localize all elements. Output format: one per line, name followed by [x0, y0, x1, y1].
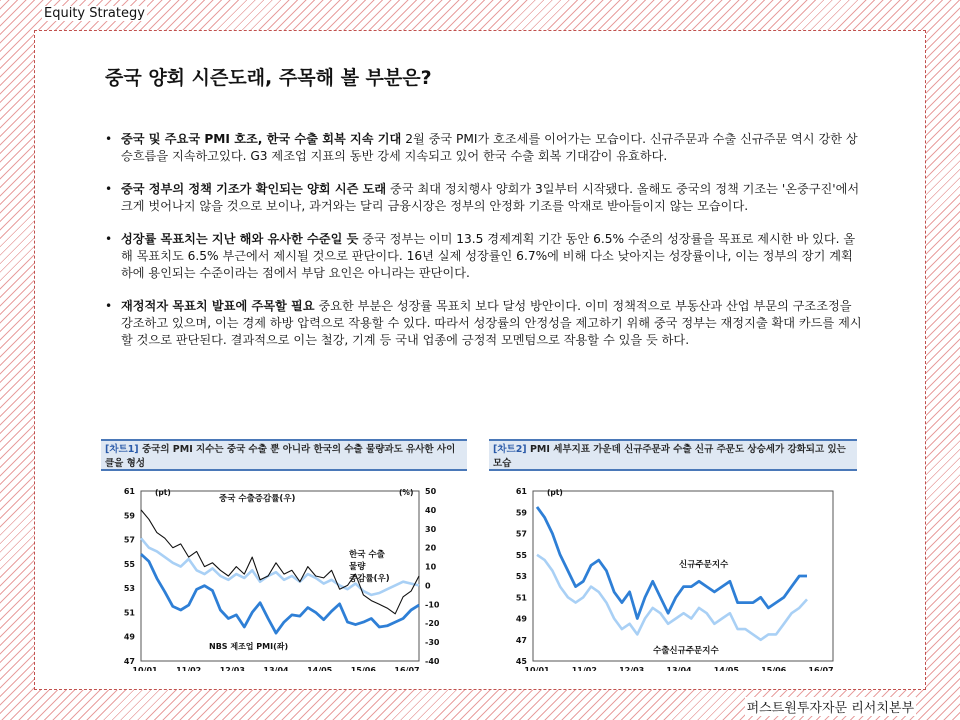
y2-tick-label: 20 [425, 543, 437, 553]
bullet-item: • 재정적자 목표치 발표에 주목할 필요 중요한 부분은 성장률 목표치 보다 달성 방안이다. 이미 정책적으로 부동산과 산업 부문의 구조조정을 강조하고 있으며, 이는 경제 하방 압력으로 작용할 수 있다. 따라서 성장률의 안정성을 제고하기 위해 중국 정부는 재정지출 확대 카드를 제시할 것으로 판단된다. 결과적으로 이는 철강, 기계 등 국내 업종에 긍정적 모멘텀으로 작용할 수 있을 듯 하다. [105, 299, 862, 347]
y-tick-label: 51 [515, 593, 527, 603]
y2-tick-label: 0 [425, 581, 431, 591]
y-unit-label: (pt) [547, 488, 563, 497]
y-tick-label: 45 [515, 657, 527, 666]
y2-tick-label: 50 [425, 487, 437, 496]
y2-tick-label: -30 [425, 638, 440, 648]
y-tick-label: 47 [123, 657, 135, 666]
x-tick-label: 16/07 [808, 666, 834, 671]
y-tick-label: 57 [123, 535, 135, 545]
y2-tick-label: -10 [425, 600, 440, 610]
y-unit-label: (pt) [155, 488, 171, 497]
bullet-text: 중국 최대 정치행사 양회가 3일부터 시작됐다. 올해도 중국의 정책 기조는 '온중구진'에서 크게 벗어나지 않을 것으로 보이나, 과거와는 달리 금융시장은 정부의 안정화 기조를 악재로 받아들이지 않는 모습이다. [121, 182, 860, 213]
plot-frame [533, 491, 833, 661]
page-title: 중국 양회 시즌도래, 주목해 볼 부분은? [105, 67, 432, 89]
x-tick-label: 11/02 [176, 666, 202, 671]
x-tick-label: 13/04 [263, 666, 289, 671]
bullet-item: • 중국 및 주요국 PMI 호조, 한국 수출 회복 지속 기대 2월 중국 PMI가 호조세를 이어가는 모습이다. 신규주문과 수출 신규주문 역시 강한 상승흐름을 지속하고있다. G3 제조업 지표의 동반 강세 지속되고 있어 한국 수출 회복 기대감이 유효하다. [105, 132, 858, 163]
x-tick-label: 14/05 [713, 666, 739, 671]
x-tick-label: 12/03 [219, 666, 245, 671]
footer-label: 퍼스트원투자자문 리서치본부 [745, 697, 916, 716]
chart-2-caption: [차트2] PMI 세부지표 가운데 신규주문과 수출 신규 주문도 상승세가 강화되고 있는 모습 [489, 439, 857, 471]
bullet-heading: 중국 및 주요국 PMI 호조, 한국 수출 회복 지속 기대 [121, 132, 402, 146]
annotation-label: 중국 수출증감률(우) [219, 494, 296, 504]
bullet-item: • 중국 정부의 정책 기조가 확인되는 양회 시즌 도래 중국 최대 정치행사 양회가 3일부터 시작됐다. 올해도 중국의 정책 기조는 '온중구진'에서 크게 벗어나지 않을 것으로 보이나, 과거와는 달리 금융시장은 정부의 안정화 기조를 악재로 받아들이지 않는 모습이다. [105, 182, 860, 213]
x-tick-label: 13/04 [666, 666, 692, 671]
y-tick-label: 59 [123, 511, 135, 521]
y2-tick-label: -20 [425, 619, 440, 629]
chart-2 [489, 439, 857, 675]
bullet-text: 중국 정부는 이미 13.5 경제계획 기간 동안 6.5% 수준의 성장률을 목표로 제시한 바 있다. 올해 목표치도 6.5% 부근에서 제시될 것으로 판단이다. 16년 실제 성장률인 6.7%에 비해 다소 낮아지는 성장률이나, 이는 정부의 장기 계획 하에 용인되는 수준이라는 점에서 부담 요인은 아니라는 판단이다. [121, 232, 856, 280]
bullet-heading: 중국 정부의 정책 기조가 확인되는 양회 시즌 도래 [121, 182, 387, 196]
series-line-china-export [141, 510, 419, 614]
y-tick-label: 55 [515, 550, 527, 560]
x-tick-label: 16/07 [394, 666, 420, 671]
y2-tick-label: -40 [425, 657, 440, 666]
annotation-label: 수출신규주문지수 [653, 646, 719, 656]
y2-tick-label: 30 [425, 524, 437, 534]
annotation-label: 한국 수출 [349, 550, 385, 560]
bullet-item: • 성장률 목표치는 지난 해와 유사한 수준일 듯 중국 정부는 이미 13.5 경제계획 기간 동안 6.5% 수준의 성장률을 목표로 제시한 바 있다. 올해 목표치도 6.5% 부근에서 제시될 것으로 판단이다. 16년 실제 성장률인 6.7%에 비해 다소 낮아지는 성장률이나, 이는 정부의 장기 계획 하에 용인되는 수준이라는 점에서 부담 요인은 아니라는 판단이다. [105, 232, 856, 280]
chart-1 [101, 439, 467, 675]
annotation-label: 신규주문지수 [679, 560, 729, 570]
chart-2-plot [489, 471, 857, 671]
y-tick-label: 49 [123, 632, 135, 642]
x-tick-label: 15/06 [350, 666, 376, 671]
y-tick-label: 61 [123, 487, 135, 496]
header-label: Equity Strategy [44, 6, 145, 21]
annotation-label: 증감률(우) [349, 574, 390, 584]
chart-1-caption: [차트1] 중국의 PMI 지수는 중국 수출 뿐 아니라 한국의 수출 물량과도 유사한 사이클을 형성 [101, 439, 467, 471]
y-tick-label: 53 [515, 572, 527, 581]
y-tick-label: 57 [515, 529, 527, 539]
x-tick-label: 14/05 [307, 666, 333, 671]
y2-unit-label: (%) [399, 488, 414, 497]
x-tick-label: 15/06 [761, 666, 787, 671]
y-tick-label: 55 [123, 559, 135, 569]
y-tick-label: 47 [515, 635, 527, 645]
y2-tick-label: 40 [425, 505, 437, 515]
y-tick-label: 59 [515, 508, 527, 518]
annotation-label: 물량 [349, 562, 366, 572]
bullet-text: 2월 중국 PMI가 호조세를 이어가는 모습이다. 신규주문과 수출 신규주문 역시 강한 상승흐름을 지속하고있다. G3 제조업 지표의 동반 강세 지속되고 있어 한국 수출 회복 기대감이 유효하다. [121, 132, 858, 163]
y-tick-label: 49 [515, 614, 527, 624]
annotation-label: NBS 제조업 PMI(좌) [209, 642, 289, 651]
bullet-heading: 성장률 목표치는 지난 해와 유사한 수준일 듯 [121, 232, 359, 246]
series-line-export-orders [537, 555, 807, 640]
y2-tick-label: 10 [425, 562, 437, 572]
bullet-list [105, 131, 865, 365]
content-panel [34, 30, 926, 690]
x-tick-label: 12/03 [619, 666, 645, 671]
x-tick-label: 11/02 [571, 666, 597, 671]
y-tick-label: 53 [123, 584, 135, 594]
x-tick-label: 10/01 [524, 666, 550, 671]
chart-1-plot [101, 471, 467, 671]
y-tick-label: 61 [515, 487, 527, 496]
y-tick-label: 51 [123, 608, 135, 618]
x-tick-label: 10/01 [132, 666, 158, 671]
bullet-heading: 재정적자 목표치 발표에 주목할 필요 [121, 299, 315, 313]
bullet-text: 중요한 부분은 성장률 목표치 보다 달성 방안이다. 이미 정책적으로 부동산과 산업 부문의 구조조정을 강조하고 있으며, 이는 경제 하방 압력으로 작용할 수 있다. 따라서 성장률의 안정성을 제고하기 위해 중국 정부는 재정지출 확대 카드를 제시할 것으로 판단된다. 결과적으로 이는 철강, 기계 등 국내 업종에 긍정적 모멘텀으로 작용할 수 있을 듯 하다. [121, 299, 862, 347]
